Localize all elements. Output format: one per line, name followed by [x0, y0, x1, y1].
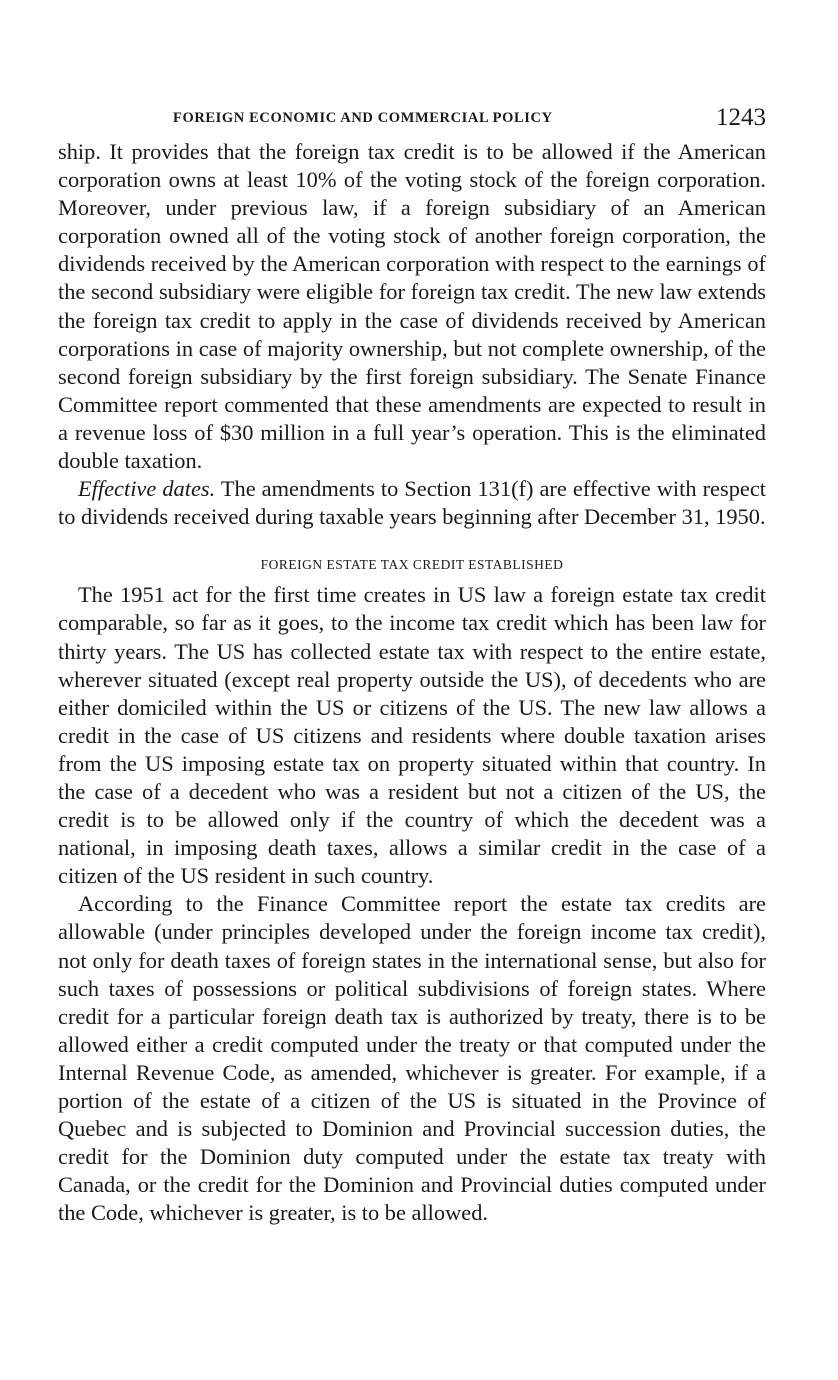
section-heading: FOREIGN ESTATE TAX CREDIT ESTABLISHED [260, 557, 564, 573]
running-title: FOREIGN ECONOMIC AND COMMERCIAL POLICY [173, 110, 553, 126]
effective-dates-text: The amendments to Section 131(f) are effective with respect to dividends received during taxable years beginning after December 31, 1950. [58, 476, 766, 530]
page-number: 1243 [716, 104, 766, 131]
book-page [58, 100, 766, 1227]
paragraph-continuation: ship. It provides that the foreign tax credit is to be allowed if the American corporation owns at least 10% of the voting stock of the foreign corporation. Moreover, under previous law, if a foreign subsidiary of an American corporation owned all of the voting stock of another foreign corporation, the dividends received by the American corporation with respect to the earnings of the second subsidiary were eligible for foreign tax credit. The new law extends the foreign tax credit to apply in the case of dividends received by American corporations in case of majority ownership, but not complete ownership, of the second foreign subsidiary by the first foreign subsidiary. The Senate Finance Committee report commented that these amendments are expected to result in a revenue loss of $30 million in a full year’s operation. This is the eliminated double taxation. [58, 139, 766, 474]
paragraph-finance-committee: According to the Finance Committee report the estate tax credits are allowable (under principles developed under the foreign income tax credit), not only for death taxes of foreign states in the international sense, but also for such taxes of possessions or political subdivisions of foreign states. Where credit for a particular foreign death tax is authorized by treaty, there is to be allowed either a credit computed under the treaty or that computed under the Internal Revenue Code, as amended, whichever is greater. For example, if a portion of the estate of a citizen of the US is situated in the Province of Quebec and is subjected to Dominion and Provincial succession duties, the credit for the Dominion duty computed under the estate tax treaty with Canada, or the credit for the Dominion and Provincial duties computed under the Code, whichever is greater, is to be allowed. [58, 891, 766, 1226]
paragraph-estate-tax-credit: The 1951 act for the first time creates in US law a foreign estate tax credit comparable, so far as it goes, to the income tax credit which has been law for thirty years. The US has collected estate tax with respect to the entire estate, wherever situated (except real property outside the US), of decedents who are either domiciled within the US or citizens of the US. The new law allows a credit in the case of US citizens and residents where double taxation arises from the US imposing estate tax on property situated within that country. In the case of a decedent who was a resident but not a citizen of the US, the credit is to be allowed only if the country of which the decedent was a national, in imposing death taxes, allows a similar credit in the case of a citizen of the US resident in such country. [58, 582, 766, 889]
effective-dates-lead: Effective dates. [78, 476, 216, 502]
running-header [58, 100, 766, 138]
paragraph-effective-dates [58, 475, 766, 531]
